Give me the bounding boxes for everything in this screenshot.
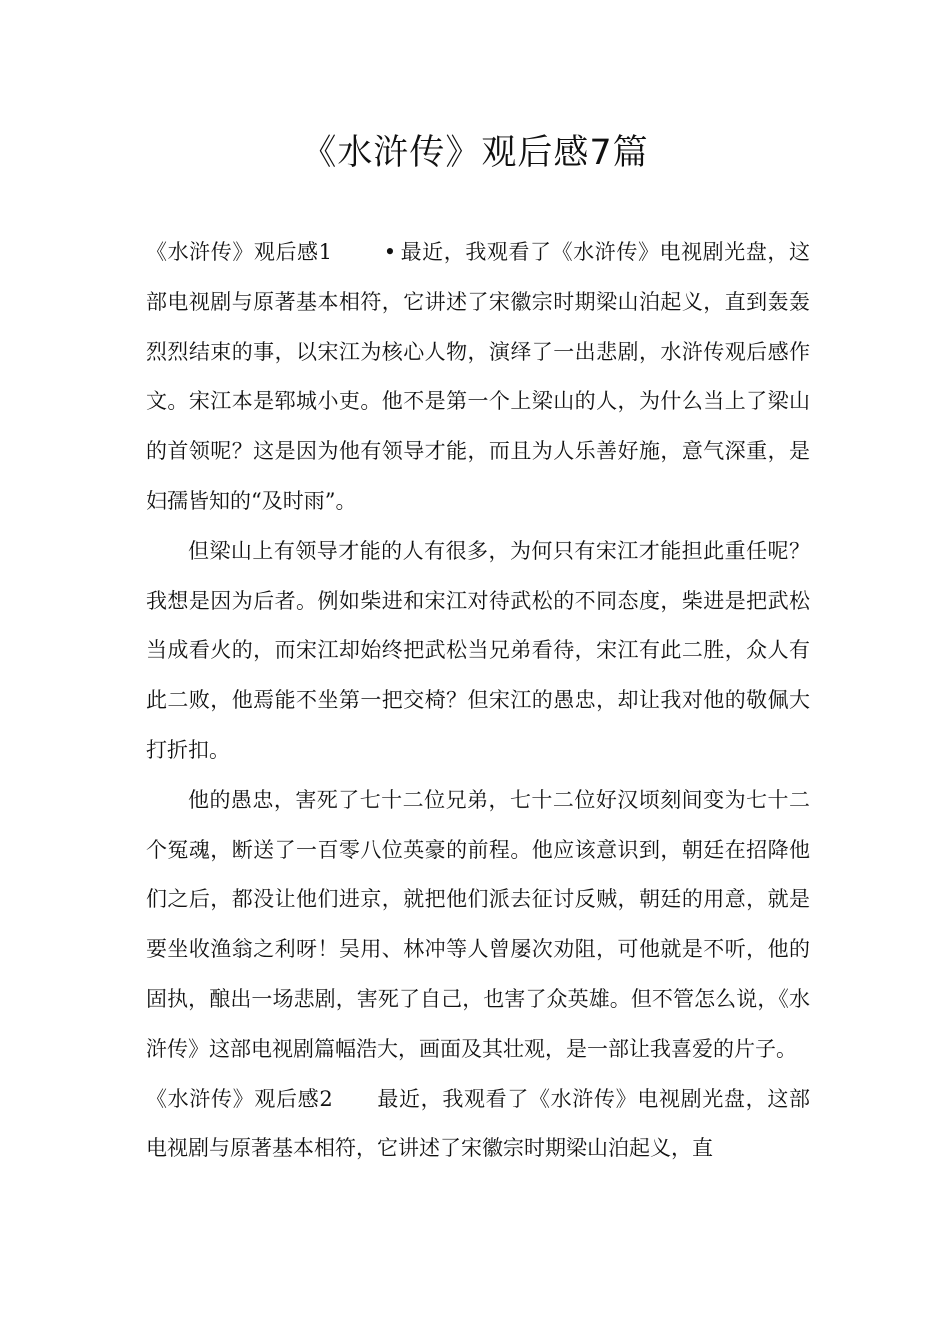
section-2-lead-text: 最近，我观看了《水浒传》电视剧光盘，这部电视剧与原著基本相符，它讲述了宋徽宗时期梁山泊起义，直 [146,1086,810,1161]
section-2-heading: 《水浒传》观后感2 [146,1086,333,1111]
section-1-paragraph-2: 但梁山上有领导才能的人有很多，为何只有宋江才能担此重任呢？我想是因为后者。例如柴进和宋江对待武松的不同态度，柴进是把武松当成看火的，而宋江却始终把武松当兄弟看待，宋江有此二胜，众人有此二败，他焉能不坐第一把交椅？但宋江的愚忠，却让我对他的敬佩大打折扣。 [146,538,810,762]
document-body [146,228,810,1174]
section-1-intro-paragraph [146,228,810,527]
document-title: 《水浒传》观后感7篇 [301,133,649,173]
section-2-intro-paragraph [146,1075,810,1175]
section-1-heading: 《水浒传》观后感1 [146,240,332,264]
section-1-paragraph-3: 他的愚忠，害死了七十二位兄弟，七十二位好汉顷刻间变为七十二个冤魂，断送了一百零八位英豪的前程。他应该意识到，朝廷在招降他们之后，都没让他们进京，就把他们派去征讨反贼，朝廷的用意，就是要坐收渔翁之利呀！吴用、林冲等人曾屡次劝阻，可他就是不听，他的固执，酿出一场悲剧，害死了自己，也害了众英雄。但不管怎么说，《水浒传》这部电视剧篇幅浩大，画面及其壮观，是一部让我喜爱的片子。 [146,787,810,1061]
bullet-glyph: • [383,240,397,264]
section-1-lead-text: 最近，我观看了《水浒传》电视剧光盘，这部电视剧与原著基本相符，它讲述了宋徽宗时期梁山泊起义，直到轰轰烈烈结束的事，以宋江为核心人物，演绎了一出悲剧，水浒传观后感作文。宋江本是郓城小吏。他不是第一个上梁山的人，为什么当上了梁山的首领呢？这是因为他有领导才能，而且为人乐善好施，意气深重，是妇孺皆知的“及时雨”。 [146,240,810,513]
